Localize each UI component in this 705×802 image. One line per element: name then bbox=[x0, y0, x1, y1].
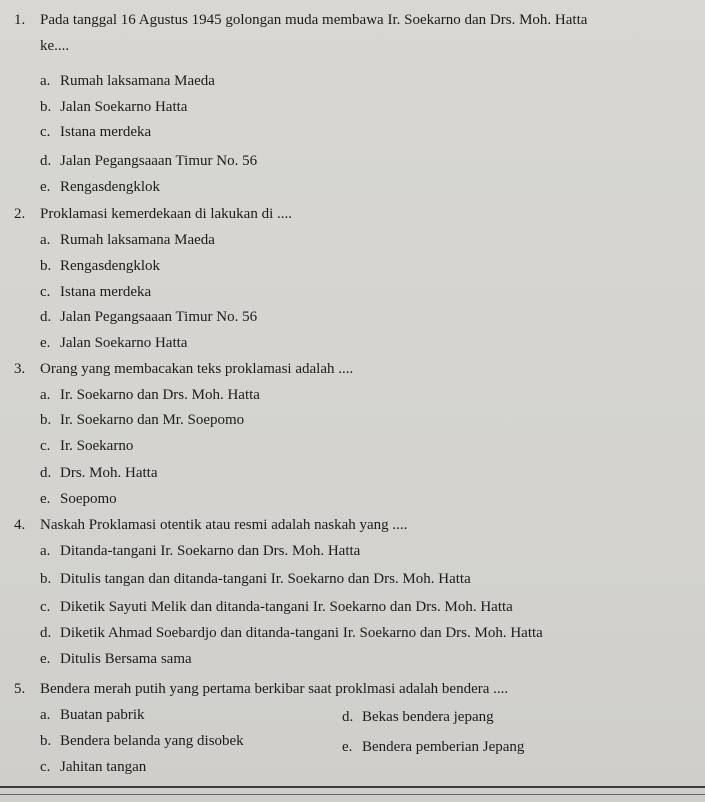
option-text: Rumah laksamana Maeda bbox=[60, 73, 215, 89]
option-letter: e. bbox=[40, 335, 51, 351]
option bbox=[40, 283, 151, 301]
option-text: Ditulis tangan dan ditanda-tangani Ir. Soekarno dan Drs. Moh. Hatta bbox=[60, 571, 471, 587]
option-letter: c. bbox=[40, 124, 51, 140]
option bbox=[40, 98, 187, 116]
option-letter: b. bbox=[40, 733, 52, 749]
option-text: Ditulis Bersama sama bbox=[60, 651, 192, 667]
option bbox=[40, 308, 257, 326]
option-letter: b. bbox=[40, 99, 52, 115]
option-text: Drs. Moh. Hatta bbox=[60, 465, 158, 481]
question-number: 2. bbox=[14, 206, 26, 222]
option bbox=[40, 231, 215, 249]
option bbox=[40, 386, 260, 404]
option bbox=[40, 732, 244, 750]
option-text: Diketik Sayuti Melik dan ditanda-tangani Ir. Soekarno dan Drs. Moh. Hatta bbox=[60, 599, 513, 615]
option-letter: a. bbox=[40, 387, 51, 403]
option-letter: e. bbox=[40, 179, 51, 195]
option-letter: e. bbox=[342, 739, 353, 755]
option bbox=[40, 598, 513, 616]
option-text: Ir. Soekarno dan Mr. Soepomo bbox=[60, 412, 245, 428]
option-text: Rengasdengklok bbox=[60, 179, 160, 195]
option bbox=[40, 437, 133, 455]
option-text: Ir. Soekarno bbox=[60, 438, 134, 454]
question-text: Naskah Proklamasi otentik atau resmi adalah naskah yang .... bbox=[40, 517, 408, 533]
question-text: Bendera merah putih yang pertama berkibar saat proklmasi adalah bendera .... bbox=[40, 681, 509, 697]
option bbox=[40, 152, 257, 170]
option bbox=[40, 570, 471, 588]
option-text: Buatan pabrik bbox=[60, 707, 145, 723]
option bbox=[40, 178, 160, 196]
option-text: Jalan Pegangsaaan Timur No. 56 bbox=[60, 309, 258, 325]
option-text: Bekas bendera jepang bbox=[362, 709, 494, 725]
option bbox=[40, 334, 187, 352]
option bbox=[40, 624, 543, 642]
option-letter: b. bbox=[40, 571, 52, 587]
option-letter: a. bbox=[40, 232, 51, 248]
option-letter: e. bbox=[40, 491, 51, 507]
option-text: Istana merdeka bbox=[60, 284, 152, 300]
option-text: Jalan Pegangsaaan Timur No. 56 bbox=[60, 153, 258, 169]
option-text: Diketik Ahmad Soebardjo dan ditanda-tangani Ir. Soekarno dan Drs. Moh. Hatta bbox=[60, 625, 543, 641]
option-letter: c. bbox=[40, 599, 51, 615]
question-number: 3. bbox=[14, 361, 26, 377]
question-2 bbox=[14, 205, 292, 223]
option bbox=[40, 706, 145, 724]
question-4 bbox=[14, 516, 407, 534]
option-text: Jahitan tangan bbox=[60, 759, 147, 775]
option bbox=[40, 542, 360, 560]
option-letter: c. bbox=[40, 759, 51, 775]
question-number: 4. bbox=[14, 517, 26, 533]
option-letter: a. bbox=[40, 73, 51, 89]
option-letter: c. bbox=[40, 284, 51, 300]
option bbox=[40, 464, 158, 482]
option-letter: b. bbox=[40, 412, 52, 428]
option-text: Istana merdeka bbox=[60, 124, 152, 140]
option-letter: c. bbox=[40, 438, 51, 454]
option-text: Rumah laksamana Maeda bbox=[60, 232, 215, 248]
question-number: 5. bbox=[14, 681, 26, 697]
option-text: Jalan Soekarno Hatta bbox=[60, 99, 188, 115]
question-3 bbox=[14, 360, 353, 378]
option-letter: d. bbox=[40, 309, 52, 325]
question-text: Proklamasi kemerdekaan di lakukan di .... bbox=[40, 206, 293, 222]
question-5 bbox=[14, 680, 508, 698]
page-bottom-rule bbox=[0, 786, 705, 788]
option bbox=[40, 411, 244, 429]
option-letter: b. bbox=[40, 258, 52, 274]
option-letter: d. bbox=[342, 709, 354, 725]
page-bottom-rule bbox=[0, 794, 705, 795]
option-text: Bendera belanda yang disobek bbox=[60, 733, 244, 749]
question-1-continuation: ke.... bbox=[40, 38, 70, 54]
option bbox=[40, 72, 215, 90]
option-letter: a. bbox=[40, 707, 51, 723]
option-text: Rengasdengklok bbox=[60, 258, 160, 274]
option-text: Jalan Soekarno Hatta bbox=[60, 335, 188, 351]
option-text: Ir. Soekarno dan Drs. Moh. Hatta bbox=[60, 387, 260, 403]
option-letter: e. bbox=[40, 651, 51, 667]
option-letter: a. bbox=[40, 543, 51, 559]
option bbox=[342, 708, 494, 726]
option-letter: d. bbox=[40, 465, 52, 481]
option-letter: d. bbox=[40, 153, 52, 169]
option bbox=[342, 738, 524, 756]
option bbox=[40, 490, 117, 508]
question-text: Pada tanggal 16 Agustus 1945 golongan muda membawa Ir. Soekarno dan Drs. Moh. Hatta bbox=[40, 12, 588, 28]
option-text: Ditanda-tangani Ir. Soekarno dan Drs. Moh. Hatta bbox=[60, 543, 361, 559]
option-letter: d. bbox=[40, 625, 52, 641]
question-text: Orang yang membacakan teks proklamasi adalah .... bbox=[40, 361, 354, 377]
option-text: Soepomo bbox=[60, 491, 117, 507]
option bbox=[40, 758, 146, 776]
option-text: Bendera pemberian Jepang bbox=[362, 739, 525, 755]
question-1 bbox=[14, 11, 587, 29]
option bbox=[40, 650, 192, 668]
option bbox=[40, 257, 160, 275]
option bbox=[40, 123, 151, 141]
question-number: 1. bbox=[14, 12, 26, 28]
